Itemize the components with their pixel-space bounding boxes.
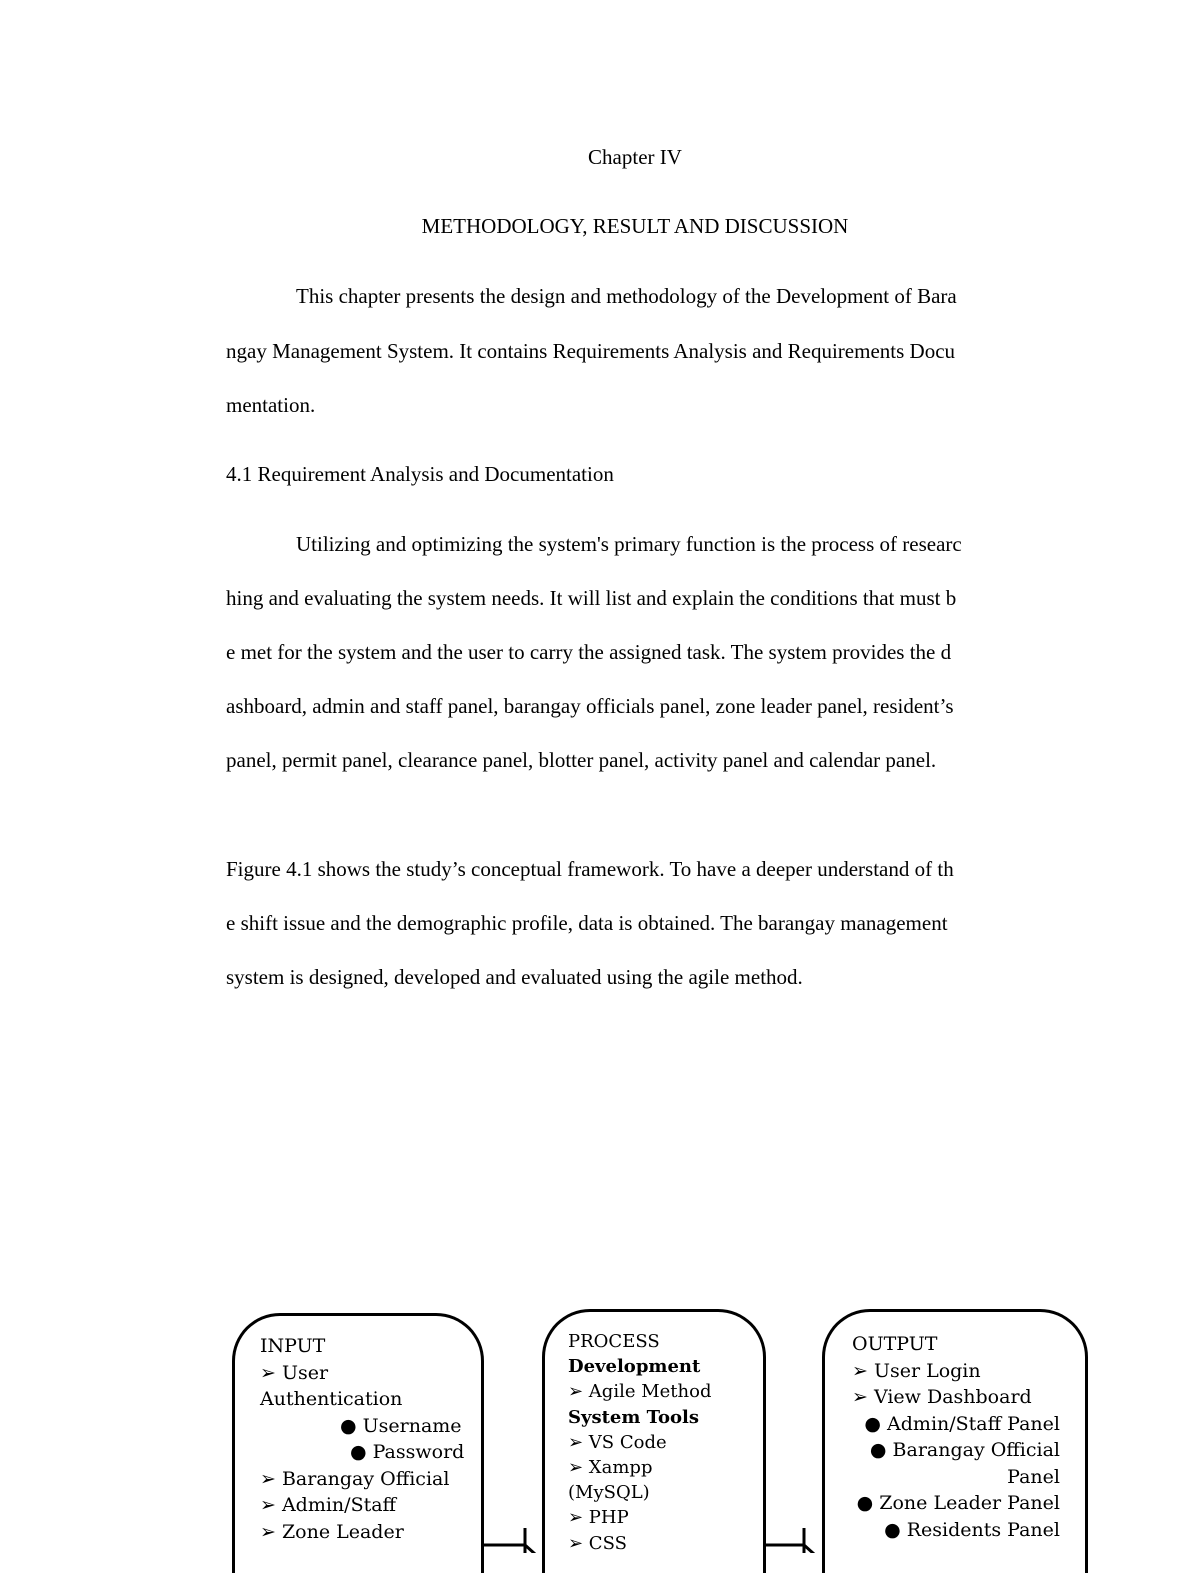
section-line: Utilizing and optimizing the system's primary function is the process of researc <box>296 532 962 556</box>
output-subitem: ● Barangay Official <box>869 1439 1060 1461</box>
output-title: OUTPUT <box>852 1333 938 1355</box>
process-title: PROCESS <box>568 1331 660 1352</box>
section-line: e met for the system and the user to carry the assigned task. The system provides the d <box>226 640 952 664</box>
intro-line: mentation. <box>226 393 316 417</box>
process-box-content <box>568 1329 711 1556</box>
output-item: ➢ View Dashboard <box>852 1386 1032 1408</box>
input-item: Authentication <box>260 1388 403 1410</box>
figure-text-line: e shift issue and the demographic profile, data is obtained. The barangay management <box>226 911 948 935</box>
section-heading: 4.1 Requirement Analysis and Documentation <box>226 462 614 486</box>
process-heading: System Tools <box>568 1406 699 1428</box>
arrow-process-to-output <box>764 1545 824 1553</box>
output-item: ➢ User Login <box>852 1359 981 1382</box>
output-subitem: ● Admin/Staff Panel <box>864 1412 1060 1435</box>
process-item: ➢ VS Code <box>568 1431 667 1453</box>
figure-text-line: system is designed, developed and evaluated using the agile method. <box>226 965 803 989</box>
input-item: ➢ Zone Leader <box>260 1520 404 1543</box>
process-item: ➢ PHP <box>568 1507 629 1529</box>
chapter-title: METHODOLOGY, RESULT AND DISCUSSION <box>421 214 849 238</box>
arrow-input-to-process <box>483 1545 545 1553</box>
input-box-content <box>260 1333 465 1545</box>
input-title: INPUT <box>260 1335 326 1357</box>
process-item: ➢ Agile Method <box>568 1381 712 1403</box>
section-line: hing and evaluating the system needs. It will list and explain the conditions that must b <box>226 586 957 610</box>
input-item: ➢ User <box>260 1361 329 1384</box>
section-line: panel, permit panel, clearance panel, blotter panel, activity panel and calendar panel. <box>226 748 937 772</box>
output-subitem: ● Zone Leader Panel <box>856 1492 1060 1514</box>
output-subitem: ● Residents Panel <box>884 1518 1060 1541</box>
output-subitem: Panel <box>1007 1465 1060 1488</box>
figure-text-line: Figure 4.1 shows the study’s conceptual framework. To have a deeper understand of th <box>226 857 954 881</box>
chapter-label: Chapter IV <box>588 145 682 169</box>
process-item: ➢ CSS <box>568 1532 627 1554</box>
input-item: ➢ Barangay Official <box>260 1467 450 1490</box>
intro-line: ngay Management System. It contains Requirements Analysis and Requirements Docu <box>226 339 956 363</box>
input-item: ➢ Admin/Staff <box>260 1494 397 1516</box>
input-subitem: ● Password <box>350 1441 465 1463</box>
intro-line: This chapter presents the design and methodology of the Development of Bara <box>296 284 957 308</box>
output-box-content <box>852 1331 1060 1543</box>
input-subitem: ● Username <box>340 1414 462 1437</box>
process-heading: Development <box>568 1356 701 1378</box>
process-item: ➢ Xampp <box>568 1457 653 1479</box>
process-item: (MySQL) <box>568 1482 650 1504</box>
section-line: ashboard, admin and staff panel, barangay officials panel, zone leader panel, resident’s <box>226 694 954 718</box>
